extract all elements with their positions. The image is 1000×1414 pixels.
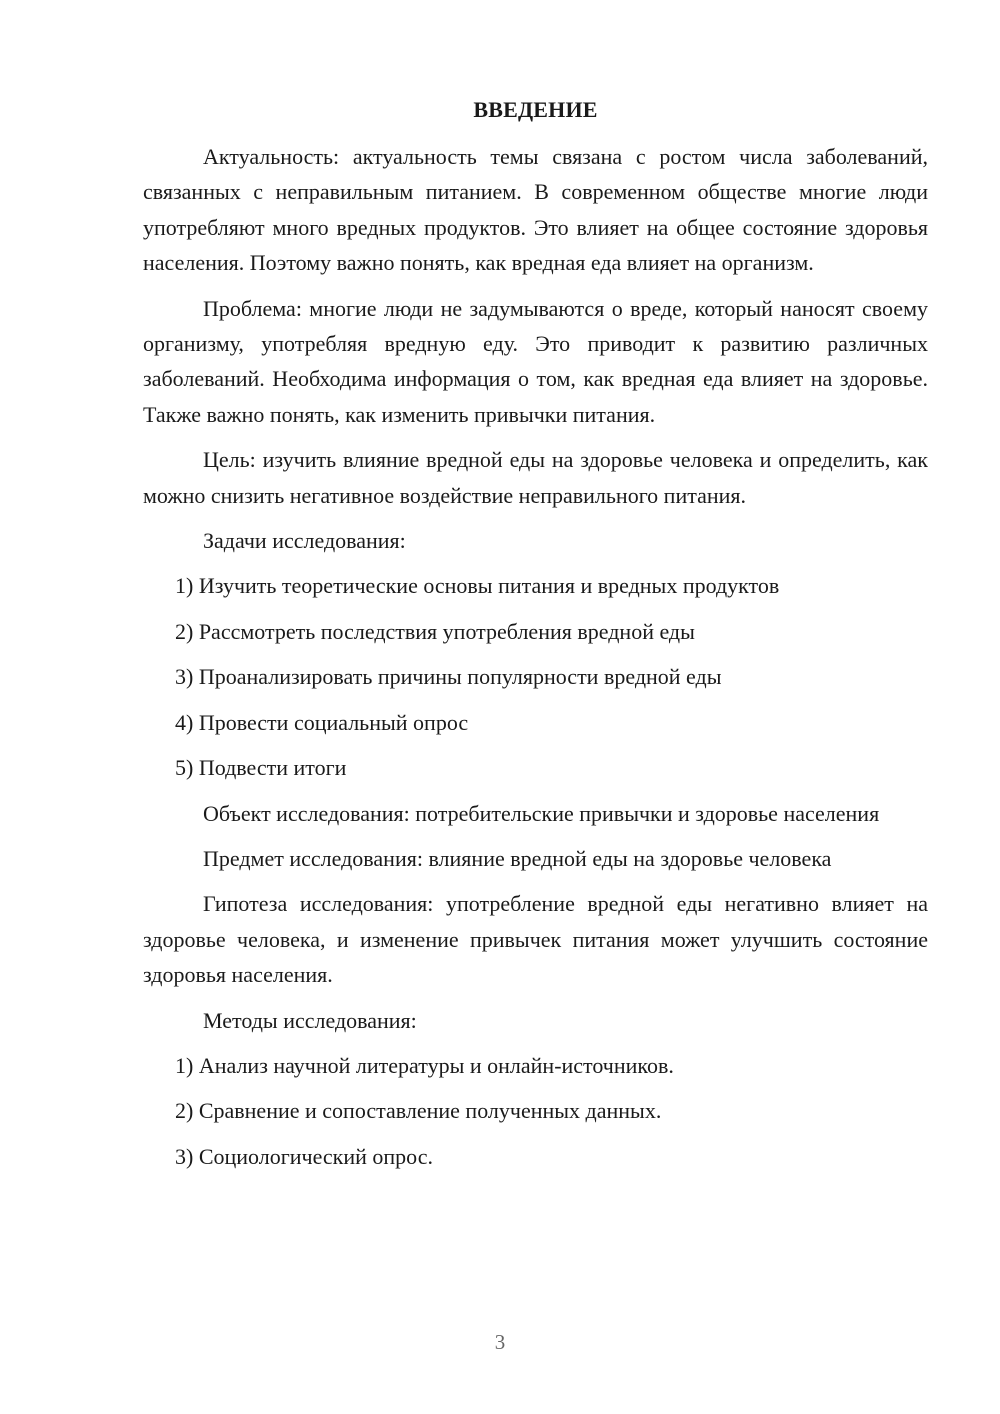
tasks-list [143, 568, 928, 785]
tasks-heading: Задачи исследования: [203, 528, 406, 554]
object-paragraph: Объект исследования: потребительские привычки и здоровье населения [203, 800, 880, 826]
list-item: 5) Подвести итоги [175, 755, 347, 781]
hypothesis-paragraph: Гипотеза исследования: употребление вредной еды негативно влияет на здоровье человека, и изменение привычек питания может улучшить состояние здоровья населения. [143, 891, 928, 988]
list-item: 4) Провести социальный опрос [175, 709, 469, 735]
list-item: 3) Социологический опрос. [175, 1143, 433, 1169]
methods-list [143, 1048, 928, 1174]
list-item: 2) Сравнение и сопоставление полученных данных. [175, 1098, 662, 1124]
list-item: 3) Проанализировать причины популярности вредной еды [175, 664, 722, 690]
document-page [143, 92, 928, 1184]
problem-paragraph: Проблема: многие люди не задумываются о вреде, который наносят своему организму, употребляя вредную еду. Это приводит к развитию различных заболеваний. Необходима информация о том, как вредная еда влияет на здоровье. Также важно понять, как изменить привычки питания. [143, 295, 928, 427]
methods-heading: Методы исследования: [203, 1007, 417, 1033]
list-item: 2) Рассмотреть последствия употребления вредной еды [175, 618, 695, 644]
list-item: 1) Изучить теоретические основы питания и вредных продуктов [175, 573, 780, 599]
page-number: 3 [494, 1330, 506, 1354]
section-title: ВВЕДЕНИЕ [473, 97, 598, 122]
subject-paragraph: Предмет исследования: влияние вредной еды на здоровье человека [203, 845, 832, 871]
list-item: 1) Анализ научной литературы и онлайн-источников. [175, 1052, 674, 1078]
relevance-paragraph: Актуальность: актуальность темы связана с ростом числа заболеваний, связанных с неправильным питанием. В современном обществе многие люди употребляют много вредных продуктов. Это влияет на общее состояние здоровья населения. Поэтому важно понять, как вредная еда влияет на организм. [143, 144, 928, 276]
goal-paragraph: Цель: изучить влияние вредной еды на здоровье человека и определить, как можно снизить негативное воздействие неправильного питания. [143, 447, 928, 508]
